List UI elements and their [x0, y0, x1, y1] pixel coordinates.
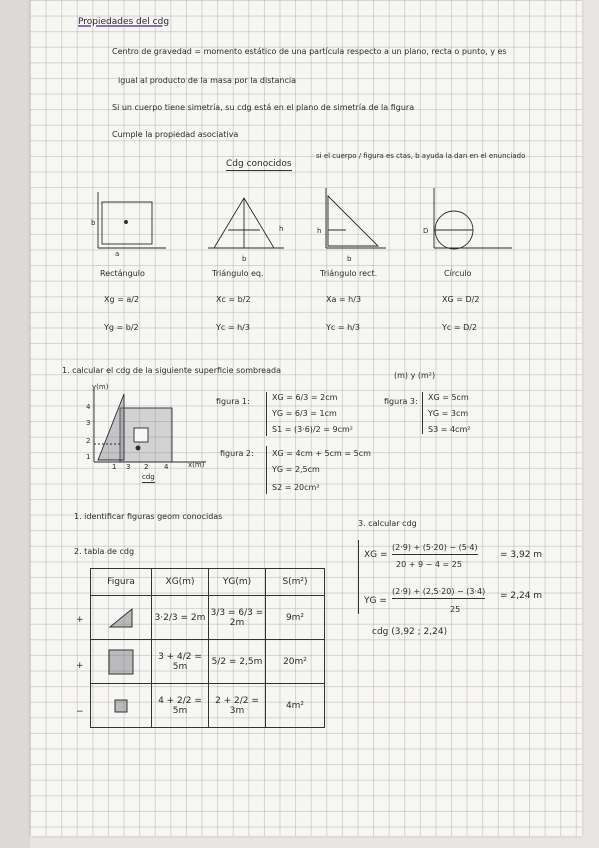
figura3-brace — [422, 392, 423, 434]
row2-shape — [91, 640, 152, 684]
table-row — [91, 684, 325, 728]
solution-xg-label: XG = — [364, 550, 388, 560]
figura2-s: S2 = 20cm² — [272, 483, 320, 492]
rt-tri-dim-h: h — [317, 227, 322, 235]
solution-yg-result: = 2,24 m — [500, 591, 543, 601]
solution-brace — [358, 540, 359, 614]
eq-tri-dim-b: b — [242, 255, 247, 263]
rt-tri-yg: Yc = h/3 — [326, 323, 360, 332]
axis-x-label: x(m) — [188, 461, 205, 469]
rectangle-figure — [90, 188, 170, 258]
row1-s: 9m² — [266, 596, 325, 640]
figura1-brace — [266, 392, 267, 436]
cdg-table — [90, 568, 325, 728]
rect-xg: Xg = a/2 — [104, 295, 140, 304]
x-tick-4: 4 — [164, 463, 169, 471]
solution-yg-label: YG = — [364, 596, 387, 606]
rect-dim-b: b — [91, 219, 96, 227]
circle-yg: Yc = D/2 — [442, 323, 478, 332]
rt-tri-xg: Xa = h/3 — [326, 295, 362, 304]
small-square-shape-icon — [113, 698, 129, 714]
x-tick-1: 1 — [112, 463, 117, 471]
y-tick-4: 4 — [86, 403, 91, 411]
header-s: S(m²) — [266, 569, 325, 596]
rect-yg: Yg = b/2 — [104, 323, 139, 332]
figura1-s: S1 = (3·6)/2 = 9cm² — [272, 425, 353, 434]
rect-name: Rectángulo — [100, 269, 145, 278]
solution-final: cdg (3,92 ; 2,24) — [372, 627, 448, 637]
square-shape-icon — [107, 648, 135, 676]
figura1-xg: XG = 6/3 = 2cm — [272, 393, 338, 402]
figura3-label: figura 3: — [384, 397, 418, 406]
row1-shape — [91, 596, 152, 640]
figura3-s: S3 = 4cm² — [428, 425, 471, 434]
step-2: 2. tabla de cdg — [74, 547, 135, 556]
row2-xg: 3 + 4/2 = 5m — [152, 640, 209, 684]
bullet-2: Si un cuerpo tiene simetría, su cdg está en el plano de simetría de la figura — [112, 103, 415, 112]
eq-tri-yg: Yc = h/3 — [216, 323, 250, 332]
figura2-yg: YG = 2,5cm — [272, 465, 320, 474]
row3-s: 4m² — [266, 684, 325, 728]
bullet-1-cont: igual al producto de la masa por la distancia — [118, 76, 297, 85]
figura3-yg: YG = 3cm — [428, 409, 469, 418]
circle-xg: XG = D/2 — [442, 295, 480, 304]
row2-s: 20m² — [266, 640, 325, 684]
rt-tri-name: Triángulo rect. — [320, 269, 378, 278]
table-row — [91, 640, 325, 684]
row3-yg: 2 + 2/2 = 3m — [209, 684, 266, 728]
solution-yg-denominator: 25 — [450, 605, 461, 614]
circle-dim-d: D — [423, 227, 429, 235]
eq-tri-name: Triángulo eq. — [212, 269, 264, 278]
exercise-prompt: 1. calcular el cdg de la siguiente superficie sombreada — [62, 366, 281, 375]
circle-figure — [428, 186, 518, 252]
row3-shape — [91, 684, 152, 728]
exercise-units: (m) y (m²) — [394, 371, 436, 380]
row3-sign: − — [76, 707, 84, 717]
row1-xg: 3·2/3 = 2m — [152, 596, 209, 640]
solution-xg-numerator: (2·9) + (5·20) − (5·4) — [392, 544, 478, 555]
y-tick-3: 3 — [86, 419, 91, 427]
header-yg: YG(m) — [209, 569, 266, 596]
row1-sign: + — [76, 615, 84, 625]
page-margin — [0, 0, 30, 848]
axis-y-label: y(m) — [92, 383, 109, 391]
triangle-shape-icon — [108, 607, 134, 629]
right-triangle-figure — [320, 186, 400, 256]
circle-name: Círculo — [444, 269, 472, 278]
x-tick-3: 3 — [126, 463, 131, 471]
eq-tri-dim-h: h — [279, 225, 284, 233]
row3-xg: 4 + 2/2 = 5m — [152, 684, 209, 728]
figura2-label: figura 2: — [220, 449, 254, 458]
header-figura: Figura — [91, 569, 152, 596]
bullet-1: Centro de gravedad = momento estático de una partícula respecto a un plano, recta o punto, y es — [112, 47, 507, 56]
figura1-label: figura 1: — [216, 397, 250, 406]
equilateral-triangle-figure — [208, 192, 288, 256]
row1-yg: 3/3 = 6/3 = 2m — [209, 596, 266, 640]
cdg-point-label: cdg — [142, 473, 155, 481]
figura3-xg: XG = 5cm — [428, 393, 469, 402]
y-tick-1: 1 — [86, 453, 91, 461]
eq-tri-xg: Xc = b/2 — [216, 295, 251, 304]
row2-yg: 5/2 = 2,5m — [209, 640, 266, 684]
y-tick-2: 2 — [86, 437, 91, 445]
solution-xg-denominator: 20 + 9 − 4 = 25 — [396, 560, 462, 569]
solution-yg-numerator: (2·9) + (2,5·20) − (3·4) — [392, 588, 485, 599]
figura2-brace — [266, 446, 267, 494]
bullet-3: Cumple la propiedad asociativa — [112, 130, 239, 139]
rt-tri-dim-b: b — [347, 255, 352, 263]
step-1: 1. identificar figuras geom conocidas — [74, 512, 223, 521]
row2-sign: + — [76, 661, 84, 671]
x-tick-2: 2 — [144, 463, 149, 471]
solution-xg-result: = 3,92 m — [500, 550, 543, 560]
section-note: si el cuerpo / figura es ctas, b ayuda la dan en el enunciado — [316, 152, 526, 160]
section-title: Cdg conocidos — [226, 159, 292, 169]
page-heading: Propiedades del cdg — [78, 17, 170, 27]
figura2-xg: XG = 4cm + 5cm = 5cm — [272, 449, 371, 458]
figura1-yg: YG = 6/3 = 1cm — [272, 409, 337, 418]
table-row — [91, 596, 325, 640]
header-xg: XG(m) — [152, 569, 209, 596]
rect-dim-a: a — [115, 250, 120, 258]
table-header-row — [91, 569, 325, 596]
step-3: 3. calcular cdg — [358, 519, 417, 528]
